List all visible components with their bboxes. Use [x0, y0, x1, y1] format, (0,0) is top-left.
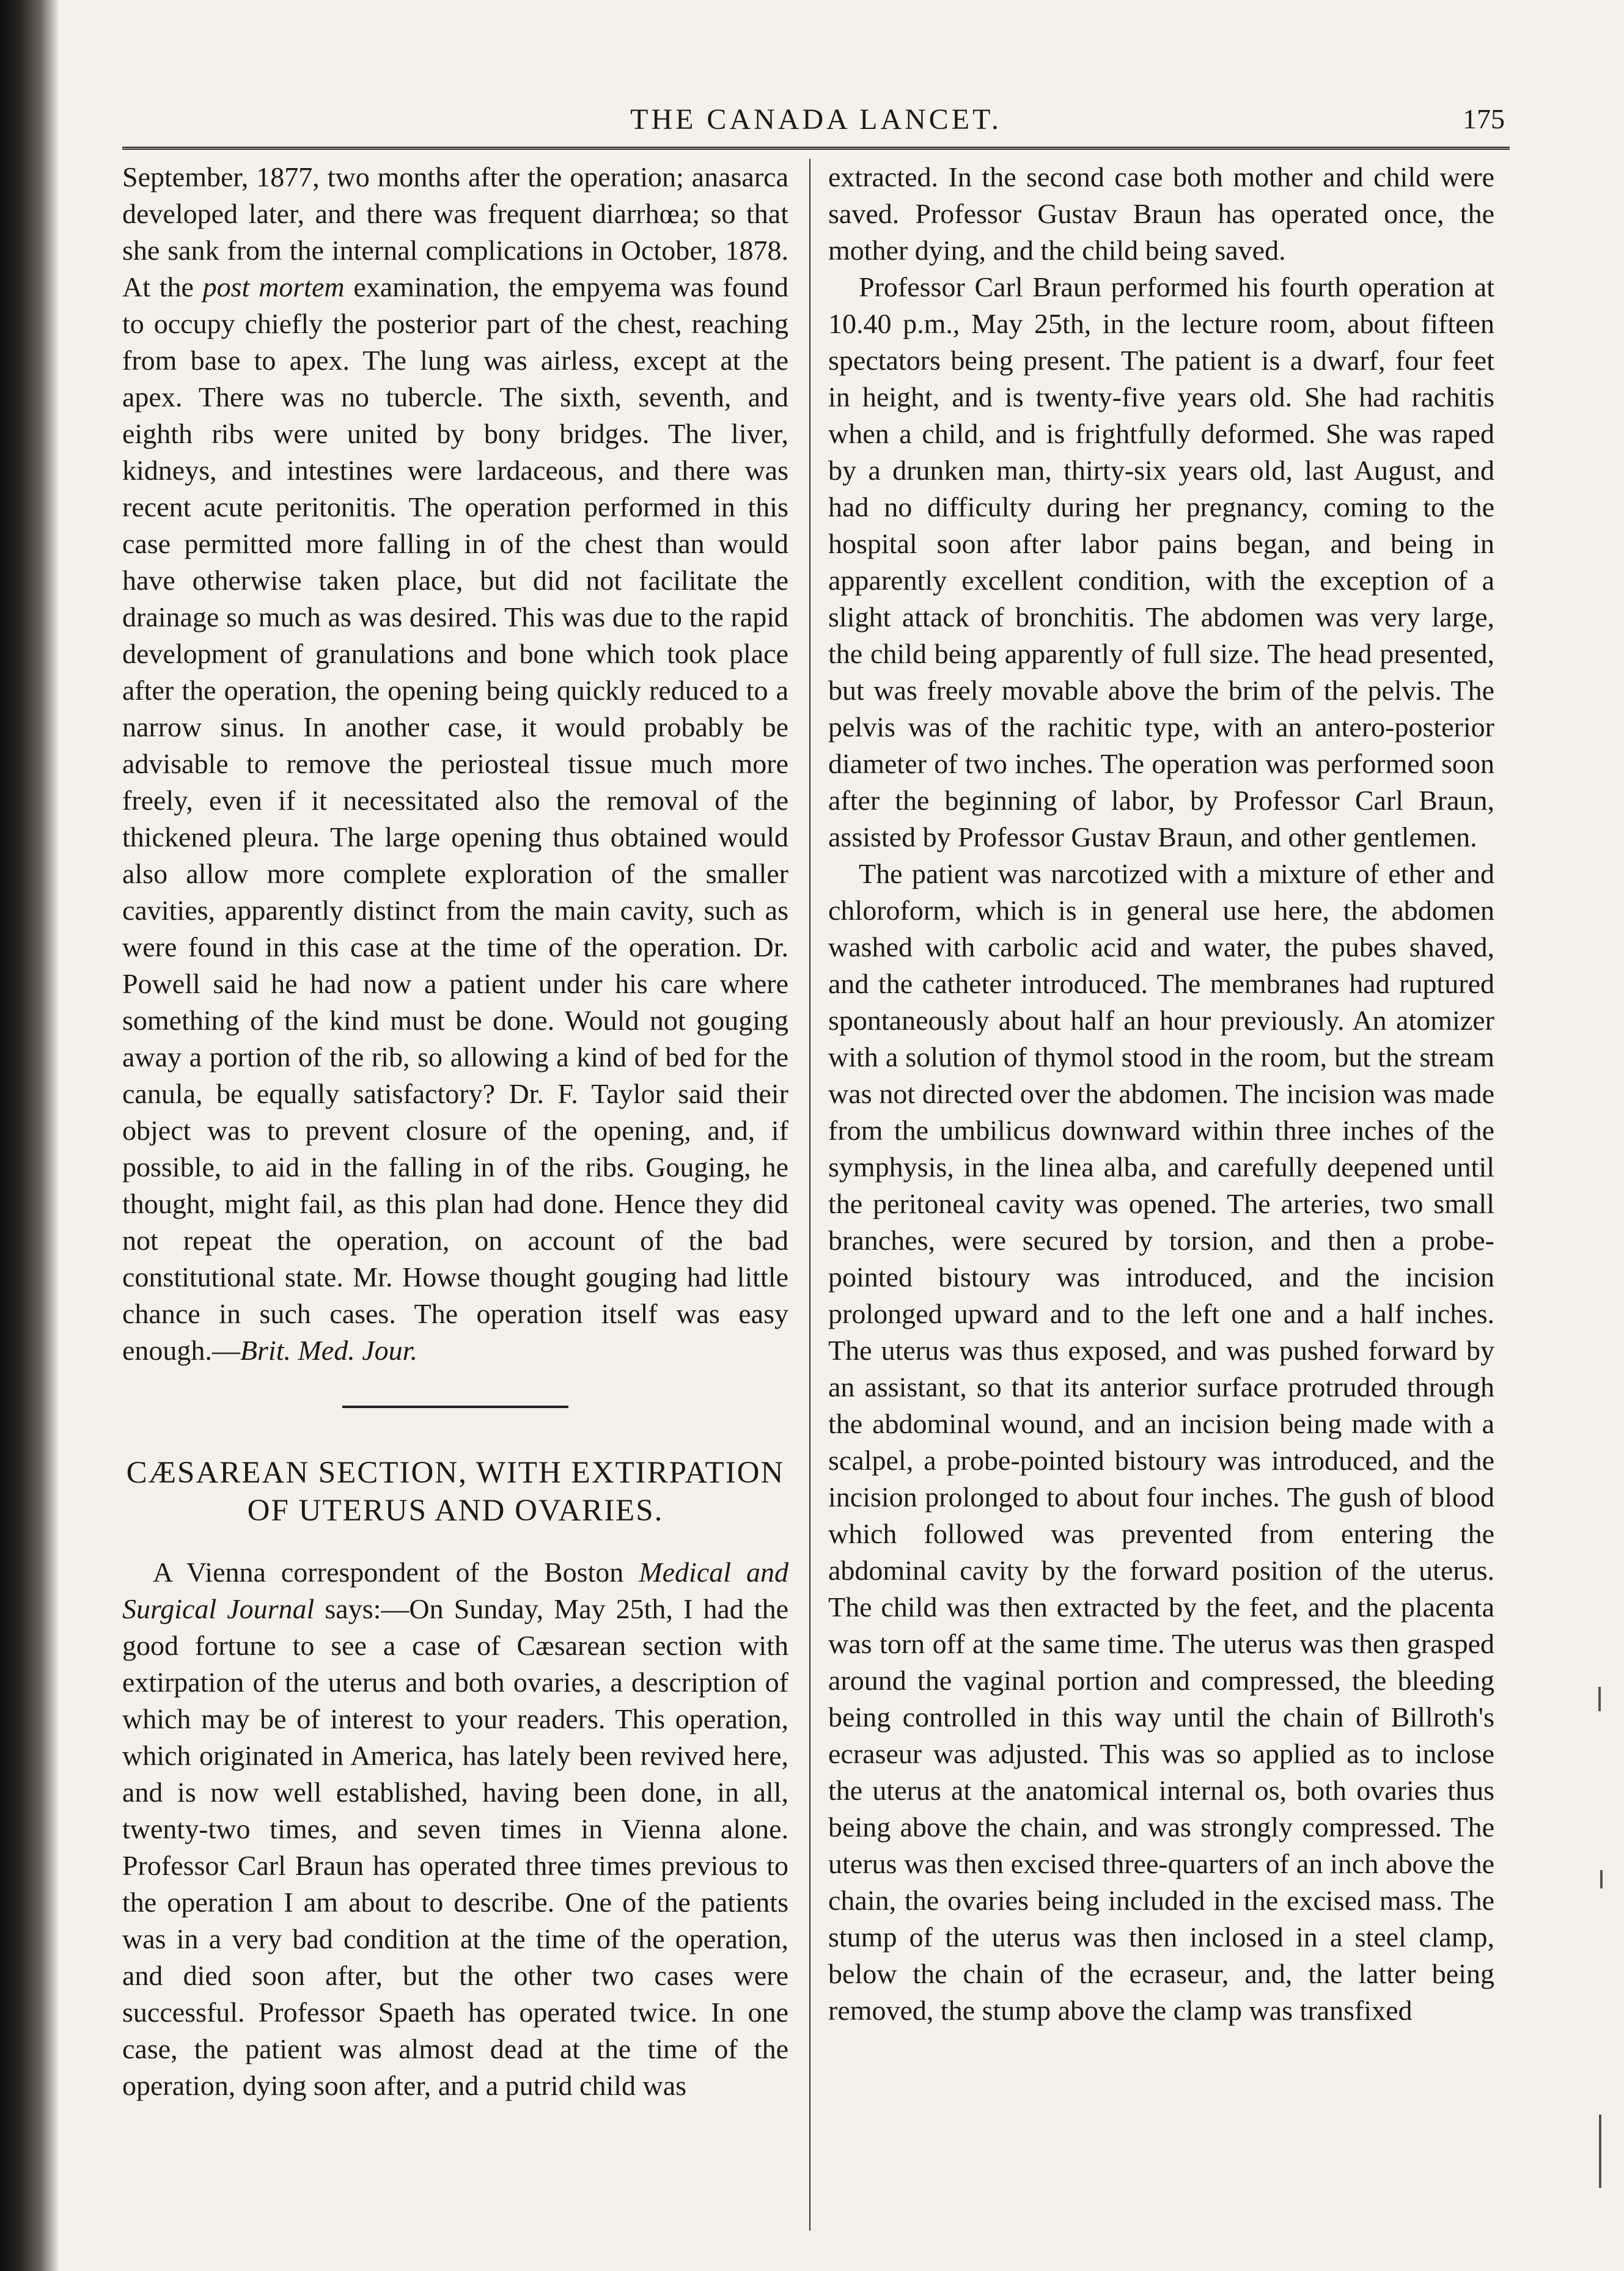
book-spine-shadow — [0, 0, 58, 2271]
running-head: THE CANADA LANCET. — [630, 103, 1002, 136]
text-span: September, 1877, two months after the operation; anasarca developed later, and there was frequent diarrhœa; so that she sank from the internal complications in October, 1878. At the — [122, 161, 788, 303]
citation: Brit. Med. Jour. — [240, 1335, 417, 1366]
journal-name: Medical and Surgical Journal — [122, 1557, 788, 1624]
article-title: CÆSAREAN SECTION, WITH EXTIRPATION OF UTERUS AND OVARIES. — [126, 1456, 785, 1528]
page-number: 175 — [1463, 103, 1505, 134]
section-separator — [342, 1406, 568, 1408]
text-span: examination, the empyema was found to occupy chiefly the posterior part of the chest, reaching from base to apex. The lung was airless, except at the apex. There was no tubercle. The sixth, seventh, and eighth ribs were united by bony bridges. The liver, kidneys, and intestines were lardaceous, and there was recent acute peritonitis. The operation performed in this case permitted more falling in of the chest than would have otherwise taken place, but did not facilitate the drainage so much as was desired. This was due to the rapid development of granulations and bone which took place after the operation, the opening being quickly reduced to a narrow sinus. In another case, it would probably be advisable to remove the periosteal tissue much more freely, even if it necessitated also the removal of the thickened pleura. The large opening thus obtained would also allow more complete exploration of the smaller cavities, apparently distinct from the main cavity, such as were found in this case at the time of the operation. Dr. Powell said he had now a patient under his care where something of the kind must be done. Would not gouging away a portion of the rib, so allowing a kind of bed for the canula, be equally satisfactory? Dr. F. Taylor said their object was to prevent closure of the opening, and, if possible, to aid in the falling in of the ribs. Gouging, he thought, might fail, as this plan had done. Hence they did not repeat the operation, on account of the bad constitutional state. Mr. Howse thought gouging had little chance in such cases. The operation itself was easy enough.— — [122, 271, 788, 1366]
empyema-case-paragraph — [122, 159, 788, 1369]
italic-term: post mortem — [202, 271, 345, 303]
paragraph: extracted. In the second case both mother and child were saved. Professor Gustav Braun has operated once, the mother dying, and the child being saved. — [828, 161, 1494, 266]
margin-mark — [1599, 2115, 1601, 2188]
journal-page — [122, 92, 1510, 2243]
page-header — [122, 92, 1510, 150]
margin-mark — [1598, 1687, 1601, 1711]
caesarean-intro-paragraph — [122, 1554, 788, 2104]
text-columns — [122, 159, 1510, 2243]
left-column — [122, 159, 788, 2104]
text-span: says:—On Sunday, May 25th, I had the good fortune to see a case of Cæsarean section with extirpation of the uterus and both ovaries, a description of which may be of interest to your readers. This operation, which originated in America, has lately been revived here, and is now well established, having been done, in all, twenty-two times, and seven times in Vienna alone. Professor Carl Braun has operated three times previous to the operation I am about to describe. One of the patients was in a very bad condition at the time of the operation, and died soon after, but the other two cases were successful. Professor Spaeth has operated twice. In one case, the patient was almost dead at the time of the operation, dying soon after, and a putrid child was — [122, 1593, 788, 2101]
text-span: A Vienna correspondent of the Boston — [153, 1557, 639, 1588]
margin-mark — [1600, 1870, 1603, 1888]
right-column — [828, 159, 1494, 2029]
paragraph: Professor Carl Braun performed his fourth operation at 10.40 p.m., May 25th, in the lecture room, about fifteen spectators being present. The patient is a dwarf, four feet in height, and is twenty-five years old. She had rachitis when a child, and is frightfully deformed. She was raped by a drunken man, thirty-six years old, last August, and had no difficulty during her pregnancy, coming to the hospital soon after labor pains began, and being in apparently excellent condition, with the exception of a slight attack of bronchitis. The abdomen was very large, the child being apparently of full size. The head presented, but was freely movable above the brim of the pelvis. The pelvis was of the rachitic type, with an antero-posterior diameter of two inches. The operation was performed soon after the beginning of labor, by Professor Carl Braun, assisted by Professor Gustav Braun, and other gentlemen. — [828, 271, 1494, 853]
column-rule — [809, 159, 810, 2231]
paragraph: The patient was narcotized with a mixture of ether and chloroform, which is in general use here, the abdomen washed with carbolic acid and water, the pubes shaved, and the catheter introduced. The membranes had ruptured spontaneously about half an hour previously. An atomizer with a solution of thymol stood in the room, but the stream was not directed over the abdomen. The incision was made from the umbilicus downward within three inches of the symphysis, in the linea alba, and carefully deepened until the peritoneal cavity was opened. The arteries, two small branches, were secured by torsion, and then a probe-pointed bistoury was introduced, and the incision prolonged upward and to the left one and a half inches. The uterus was thus exposed, and was pushed forward by an assistant, so that its anterior surface protruded through the abdominal wound, and an incision being made with a scalpel, a probe-pointed bistoury was introduced, and the incision prolonged to about four inches. The gush of blood which followed was prevented from entering the abdominal cavity by the forward position of the uterus. The child was then extracted by the feet, and the placenta was torn off at the same time. The uterus was then grasped around the vaginal portion and compressed, the bleeding being controlled in this way until the chain of Billroth's ecraseur was adjusted. This was so applied as to inclose the uterus at the anatomical internal os, both ovaries thus being above the chain, and was strongly compressed. The uterus was then excised three-quarters of an inch above the chain, the ovaries being included in the excised mass. The stump of the uterus was then inclosed in a steel clamp, below the chain of the ecraseur, and, the latter being removed, the stump above the clamp was transfixed — [828, 858, 1494, 2026]
